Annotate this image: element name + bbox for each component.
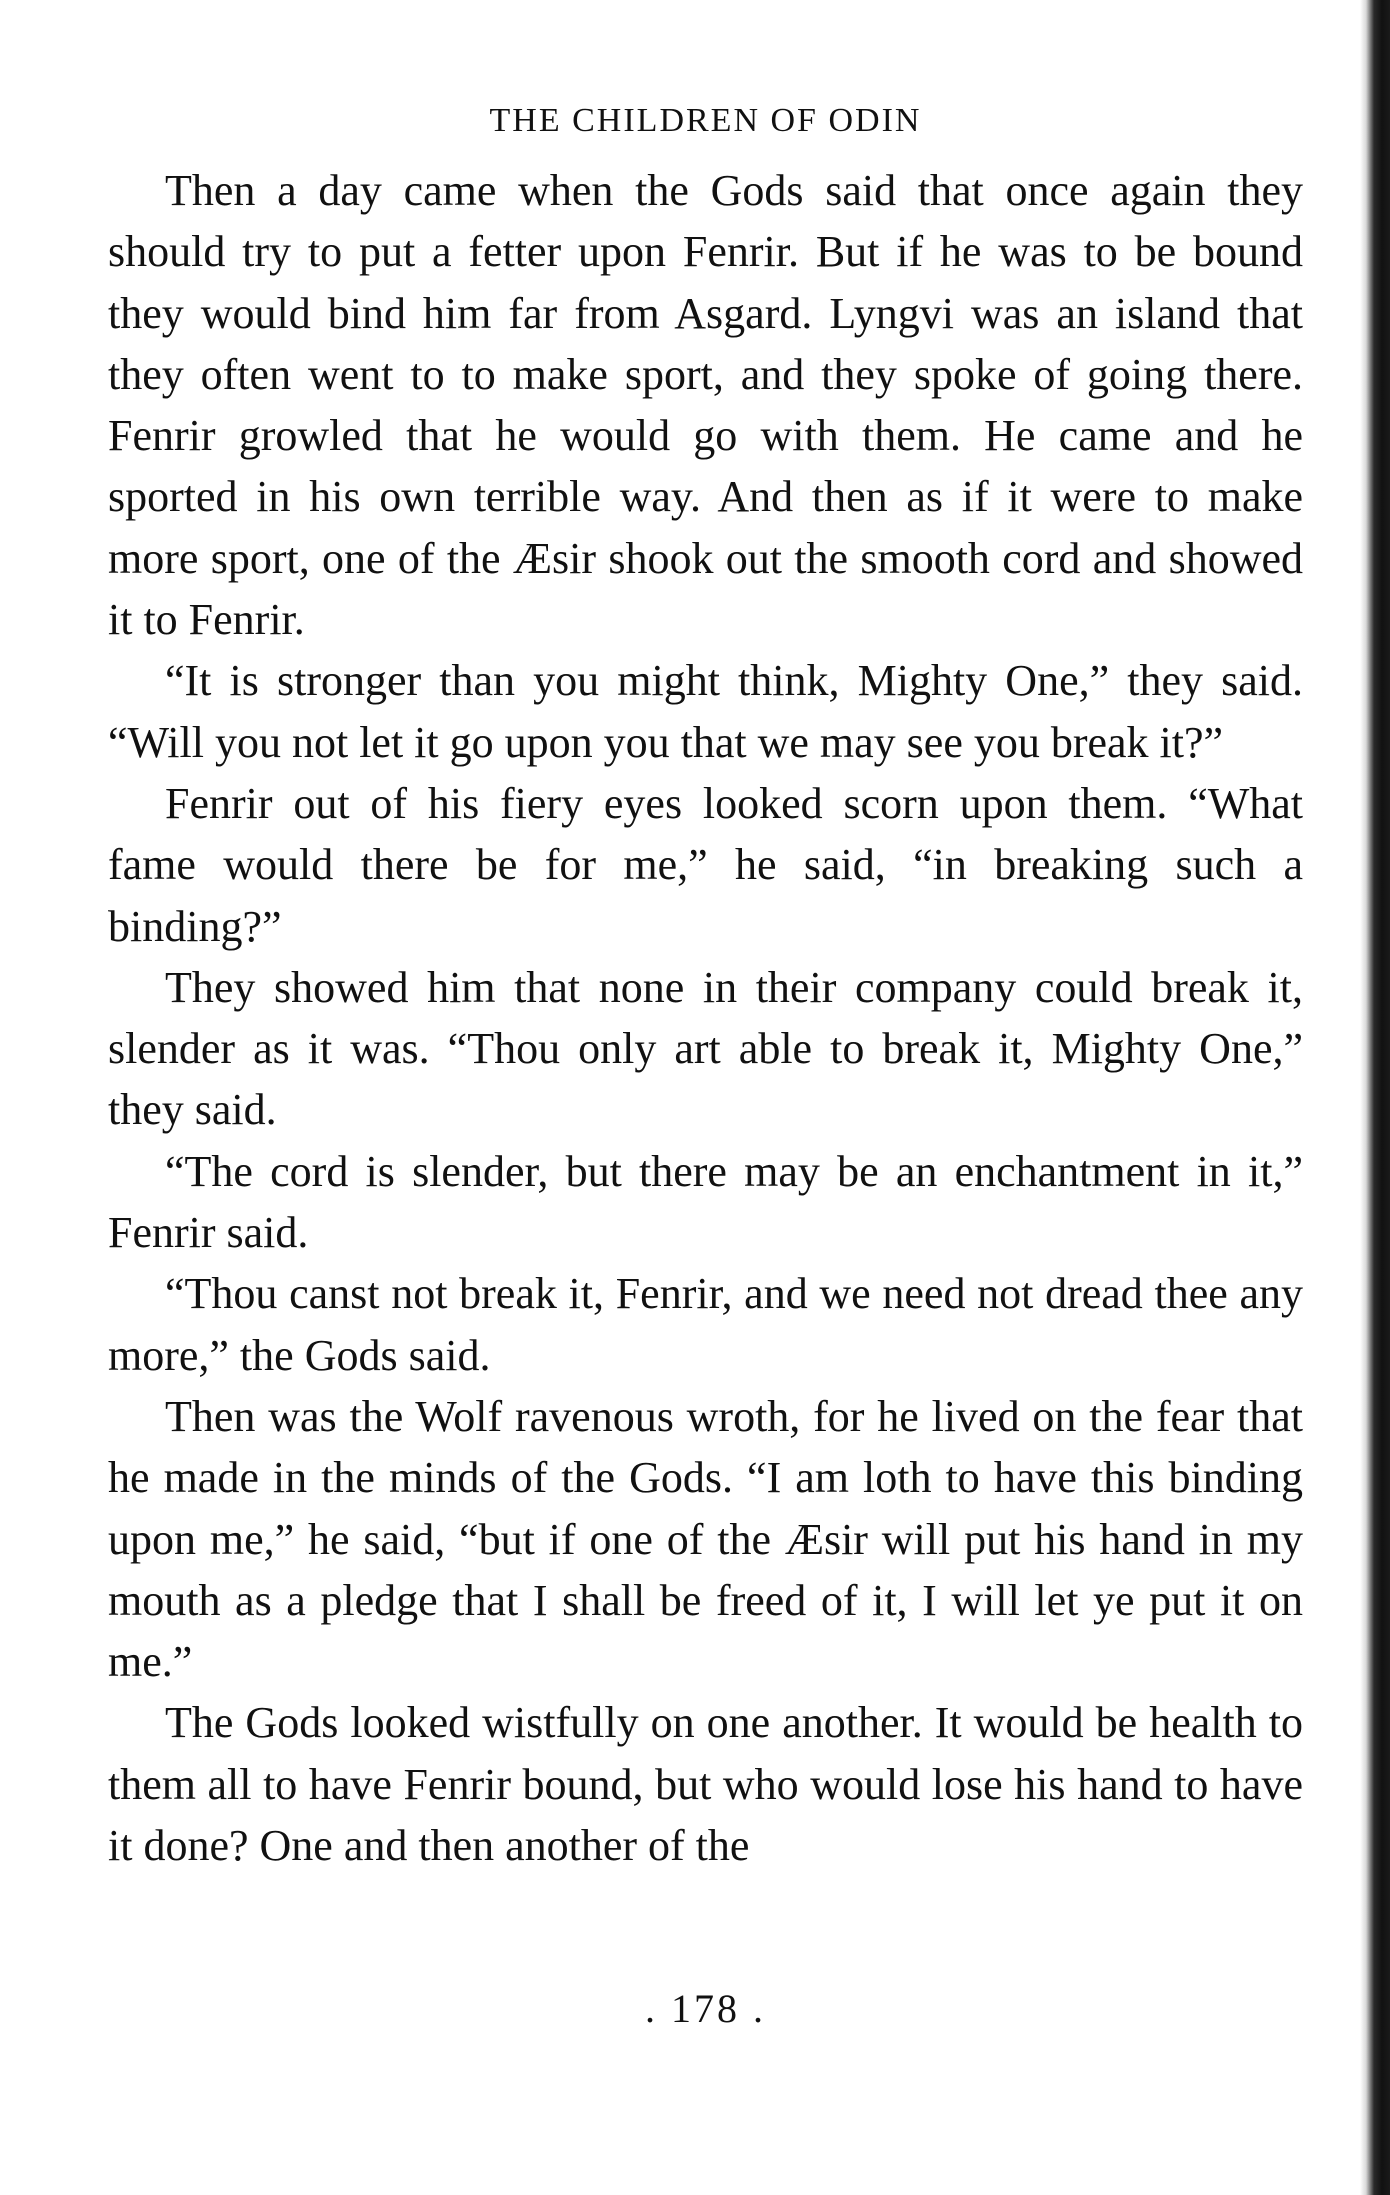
paragraph: “It is stronger than you might think, Mighty One,” they said. “Will you not let it go upon you that we may see you break it?” xyxy=(108,656,1303,767)
page-number: . 178 . xyxy=(645,1986,766,2031)
page-edge-shadow xyxy=(1360,0,1390,2195)
paragraph: The Gods looked wistfully on one another. It would be health to them all to have Fenrir bound, but who would lose his hand to have it done? One and then another of the xyxy=(108,1698,1303,1871)
paragraph: Then was the Wolf ravenous wroth, for he lived on the fear that he made in the minds of the Gods. “I am loth to have this binding upon me,” he said, “but if one of the Æsir will put his hand in my mouth as a pledge that I shall be freed of it, I will let ye put it on me.” xyxy=(108,1391,1303,1687)
running-head: THE CHILDREN OF ODIN xyxy=(489,102,922,139)
body-text xyxy=(108,160,1303,1876)
paragraph: Fenrir out of his fiery eyes looked scorn upon them. “What fame would there be for me,” he said, “in breaking such a binding?” xyxy=(108,778,1303,951)
paragraph: “Thou canst not break it, Fenrir, and we need not dread thee any more,” the Gods said. xyxy=(108,1269,1303,1380)
paragraph: “The cord is slender, but there may be an enchantment in it,” Fenrir said. xyxy=(108,1146,1303,1258)
paragraph: They showed him that none in their company could break it, slender as it was. “Thou only art able to break it, Mighty One,” they said. xyxy=(108,962,1303,1135)
paragraph: Then a day came when the Gods said that once again they should try to put a fetter upon Fenrir. But if he was to be bound they would bind him far from Asgard. Lyngvi was an island that they often went to to make sport, and they spoke of going there. Fenrir growled that he would go with them. He came and he sported in his own terrible way. And then as if it were to make more sport, one of the Æsir shook out the smooth cord and showed it to Fenrir. xyxy=(108,166,1303,645)
